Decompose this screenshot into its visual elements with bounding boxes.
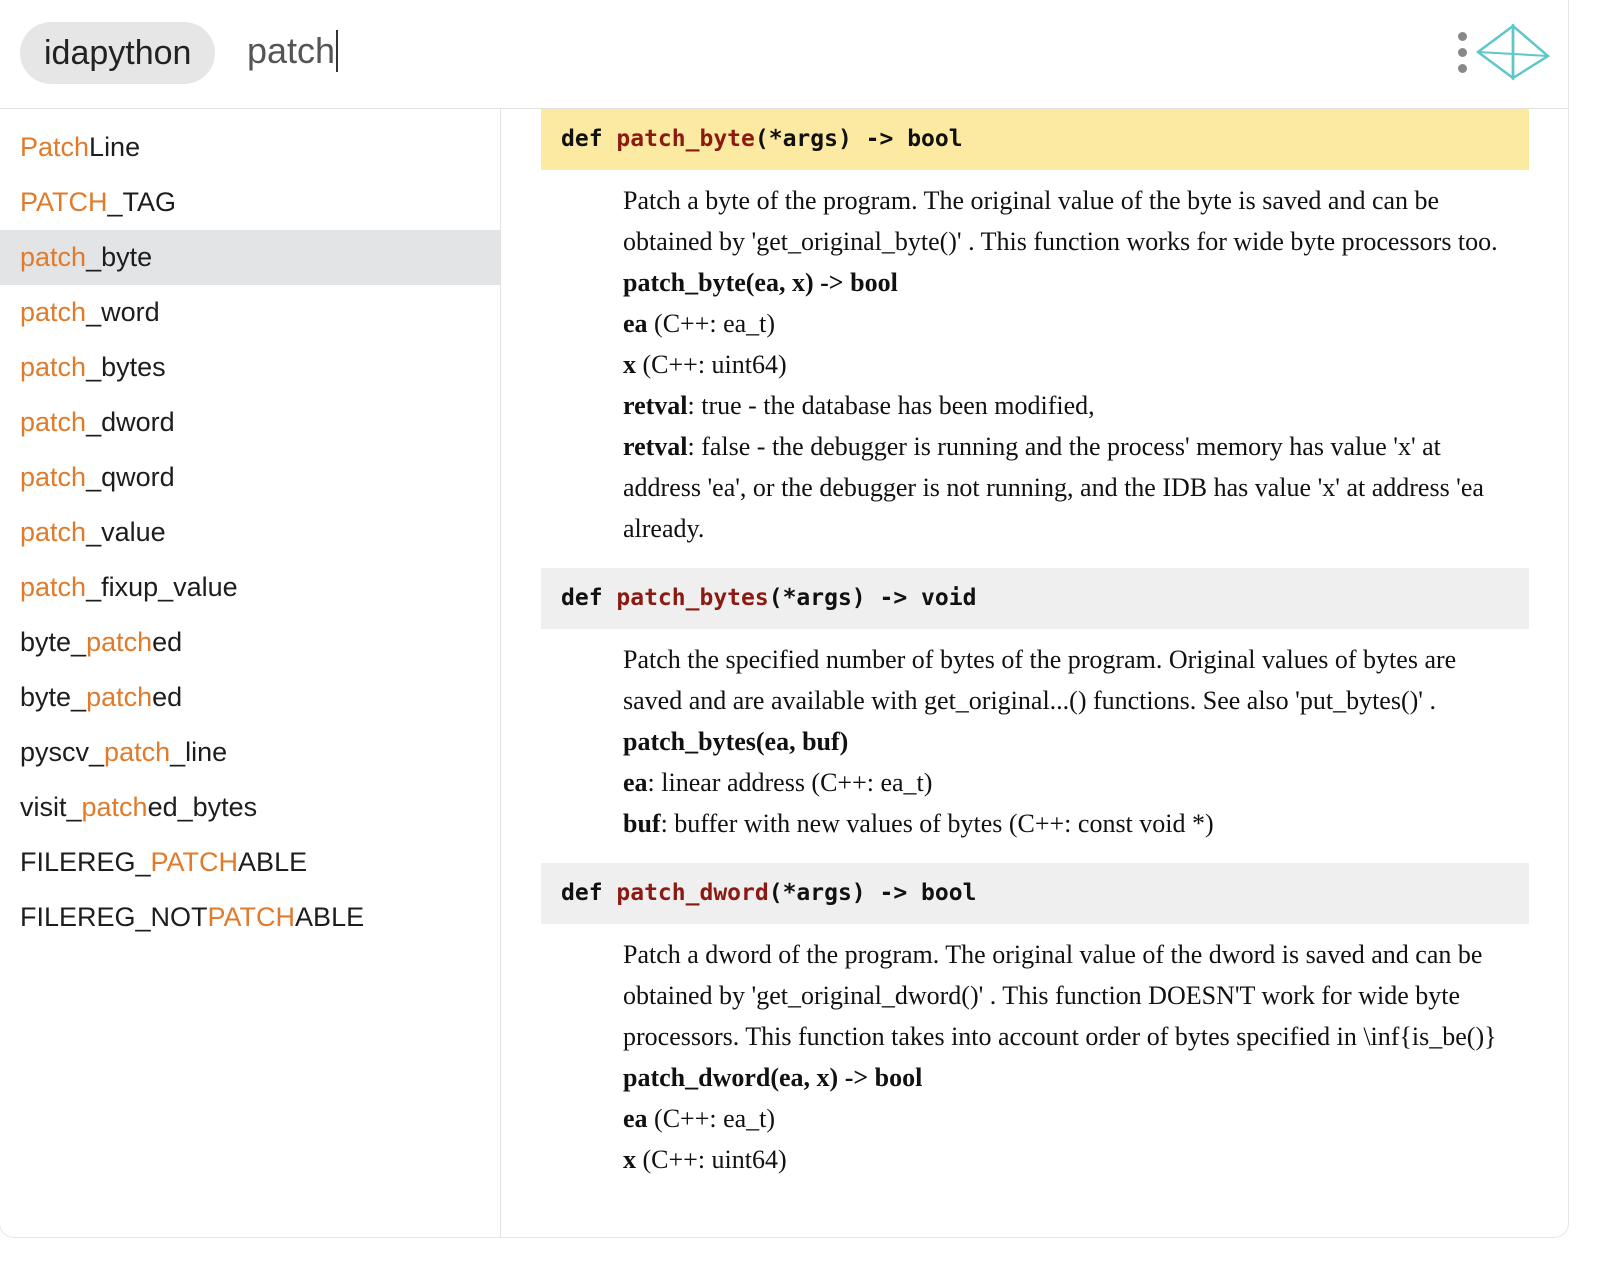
- description-line: [623, 803, 1515, 844]
- description-term: x: [623, 350, 636, 379]
- result-match-highlight: Patch: [20, 132, 90, 162]
- result-match-highlight: patch: [86, 682, 153, 712]
- result-text: _word: [86, 297, 160, 327]
- result-text: Line: [89, 132, 141, 162]
- result-item[interactable]: [0, 560, 500, 615]
- results-list: [0, 109, 500, 945]
- doc-entry: [541, 109, 1529, 568]
- result-text: ed_bytes: [147, 792, 258, 822]
- result-text: _qword: [86, 462, 175, 492]
- result-text: FILEREG_: [20, 847, 151, 877]
- function-params: (*args) -> void: [768, 585, 977, 611]
- description-line: [623, 762, 1515, 803]
- function-signature[interactable]: [541, 568, 1529, 629]
- result-item[interactable]: [0, 340, 500, 395]
- result-match-highlight: patch: [104, 737, 171, 767]
- description-term: patch_dword(ea, x) -> bool: [623, 1063, 923, 1092]
- result-match-highlight: patch: [81, 792, 148, 822]
- result-item[interactable]: [0, 450, 500, 505]
- description-term: patch_bytes(ea, buf): [623, 727, 849, 756]
- description-text: Patch a dword of the program. The original value of the dword is saved and can be obtained by 'get_original_dword()' . This function DOESN'T work for wide byte processors. This function takes into account order of bytes specified in \inf{is_be()}: [623, 940, 1497, 1051]
- description-text: : true - the database has been modified,: [687, 391, 1095, 420]
- function-params: (*args) -> bool: [768, 880, 977, 906]
- result-text: FILEREG_NOT: [20, 902, 208, 932]
- docset-chip[interactable]: idapython: [20, 22, 215, 84]
- function-params: (*args) -> bool: [754, 126, 963, 152]
- function-signature[interactable]: [541, 863, 1529, 924]
- description-line: [623, 1098, 1515, 1139]
- description-text: : buffer with new values of bytes (C++: const void *): [660, 809, 1214, 838]
- result-item[interactable]: [0, 120, 500, 175]
- function-description: [623, 170, 1515, 568]
- def-keyword: def: [561, 880, 617, 906]
- def-keyword: def: [561, 585, 617, 611]
- result-text: _bytes: [86, 352, 166, 382]
- result-text: ed: [152, 682, 183, 712]
- description-text: Patch the specified number of bytes of the program. Original values of bytes are saved and are available with get_original...() functions. See also 'put_bytes()' .: [623, 645, 1457, 715]
- description-text: (C++: uint64): [636, 1145, 787, 1174]
- description-line: [623, 303, 1515, 344]
- result-item[interactable]: [0, 230, 500, 285]
- result-match-highlight: PATCH: [20, 187, 108, 217]
- function-name: patch_dword: [616, 880, 769, 906]
- result-item[interactable]: [0, 285, 500, 340]
- function-signature[interactable]: [541, 109, 1529, 170]
- result-match-highlight: patch: [20, 462, 87, 492]
- doc-entry: [541, 863, 1529, 1199]
- description-text: (C++: ea_t): [647, 1104, 776, 1133]
- description-text: (C++: uint64): [636, 350, 787, 379]
- result-match-highlight: patch: [20, 572, 87, 602]
- result-match-highlight: patch: [20, 242, 87, 272]
- result-match-highlight: patch: [20, 407, 87, 437]
- result-text: ABLE: [238, 847, 308, 877]
- result-item[interactable]: [0, 780, 500, 835]
- description-text: : linear address (C++: ea_t): [647, 768, 933, 797]
- result-text: _value: [86, 517, 166, 547]
- function-name: patch_bytes: [616, 585, 769, 611]
- description-text: Patch a byte of the program. The original value of the byte is saved and can be obtained by 'get_original_byte()' . This function works for wide byte processors too.: [623, 186, 1498, 256]
- description-line: [623, 1139, 1515, 1180]
- description-text: (C++: ea_t): [647, 309, 776, 338]
- documentation-pane: [501, 109, 1568, 1237]
- result-match-highlight: patch: [20, 517, 87, 547]
- description-line: [623, 934, 1515, 1057]
- description-term: patch_byte(ea, x) -> bool: [623, 268, 898, 297]
- result-match-highlight: PATCH: [150, 847, 239, 877]
- def-keyword: def: [561, 126, 617, 152]
- function-description: [623, 629, 1515, 863]
- doc-entry: [541, 568, 1529, 863]
- result-text: _line: [170, 737, 228, 767]
- description-line: [623, 385, 1515, 426]
- result-item[interactable]: [0, 835, 500, 890]
- description-line: [623, 639, 1515, 721]
- result-text: _TAG: [107, 187, 177, 217]
- description-line: [623, 262, 1515, 303]
- result-text: _dword: [86, 407, 175, 437]
- result-text: ed: [152, 627, 183, 657]
- result-item[interactable]: [0, 725, 500, 780]
- description-term: ea: [623, 768, 648, 797]
- result-text: byte_: [20, 682, 87, 712]
- description-term: retval: [623, 391, 688, 420]
- description-term: retval: [623, 432, 688, 461]
- result-text: byte_: [20, 627, 87, 657]
- triangle-logo-icon: [1476, 22, 1550, 82]
- results-sidebar: [0, 109, 501, 1237]
- text-caret: [336, 30, 338, 72]
- result-item[interactable]: [0, 175, 500, 230]
- result-item[interactable]: [0, 505, 500, 560]
- description-line: [623, 426, 1515, 549]
- result-text: pyscv_: [20, 737, 105, 767]
- description-term: buf: [623, 809, 661, 838]
- function-name: patch_byte: [616, 126, 755, 152]
- result-item[interactable]: [0, 890, 500, 945]
- description-term: ea: [623, 309, 648, 338]
- result-match-highlight: patch: [20, 297, 87, 327]
- description-term: x: [623, 1145, 636, 1174]
- result-item[interactable]: [0, 670, 500, 725]
- search-query-text: patch: [247, 30, 336, 71]
- result-text: ABLE: [295, 902, 365, 932]
- search-input[interactable]: [247, 30, 338, 72]
- more-vertical-icon[interactable]: [1454, 30, 1472, 76]
- result-text: visit_: [20, 792, 82, 822]
- description-line: [623, 721, 1515, 762]
- result-match-highlight: patch: [20, 352, 87, 382]
- description-line: [623, 1057, 1515, 1098]
- description-term: ea: [623, 1104, 648, 1133]
- description-line: [623, 180, 1515, 262]
- result-match-highlight: PATCH: [207, 902, 296, 932]
- result-item[interactable]: [0, 395, 500, 450]
- result-text: _byte: [86, 242, 153, 272]
- description-text: : false - the debugger is running and the process' memory has value 'x' at address 'ea', or the debugger is not running, and the IDB has value 'x' at address 'ea already.: [623, 432, 1484, 543]
- result-text: _fixup_value: [86, 572, 238, 602]
- description-line: [623, 344, 1515, 385]
- result-item[interactable]: [0, 615, 500, 670]
- search-bar: [0, 0, 1568, 109]
- function-description: [623, 924, 1515, 1199]
- result-match-highlight: patch: [86, 627, 153, 657]
